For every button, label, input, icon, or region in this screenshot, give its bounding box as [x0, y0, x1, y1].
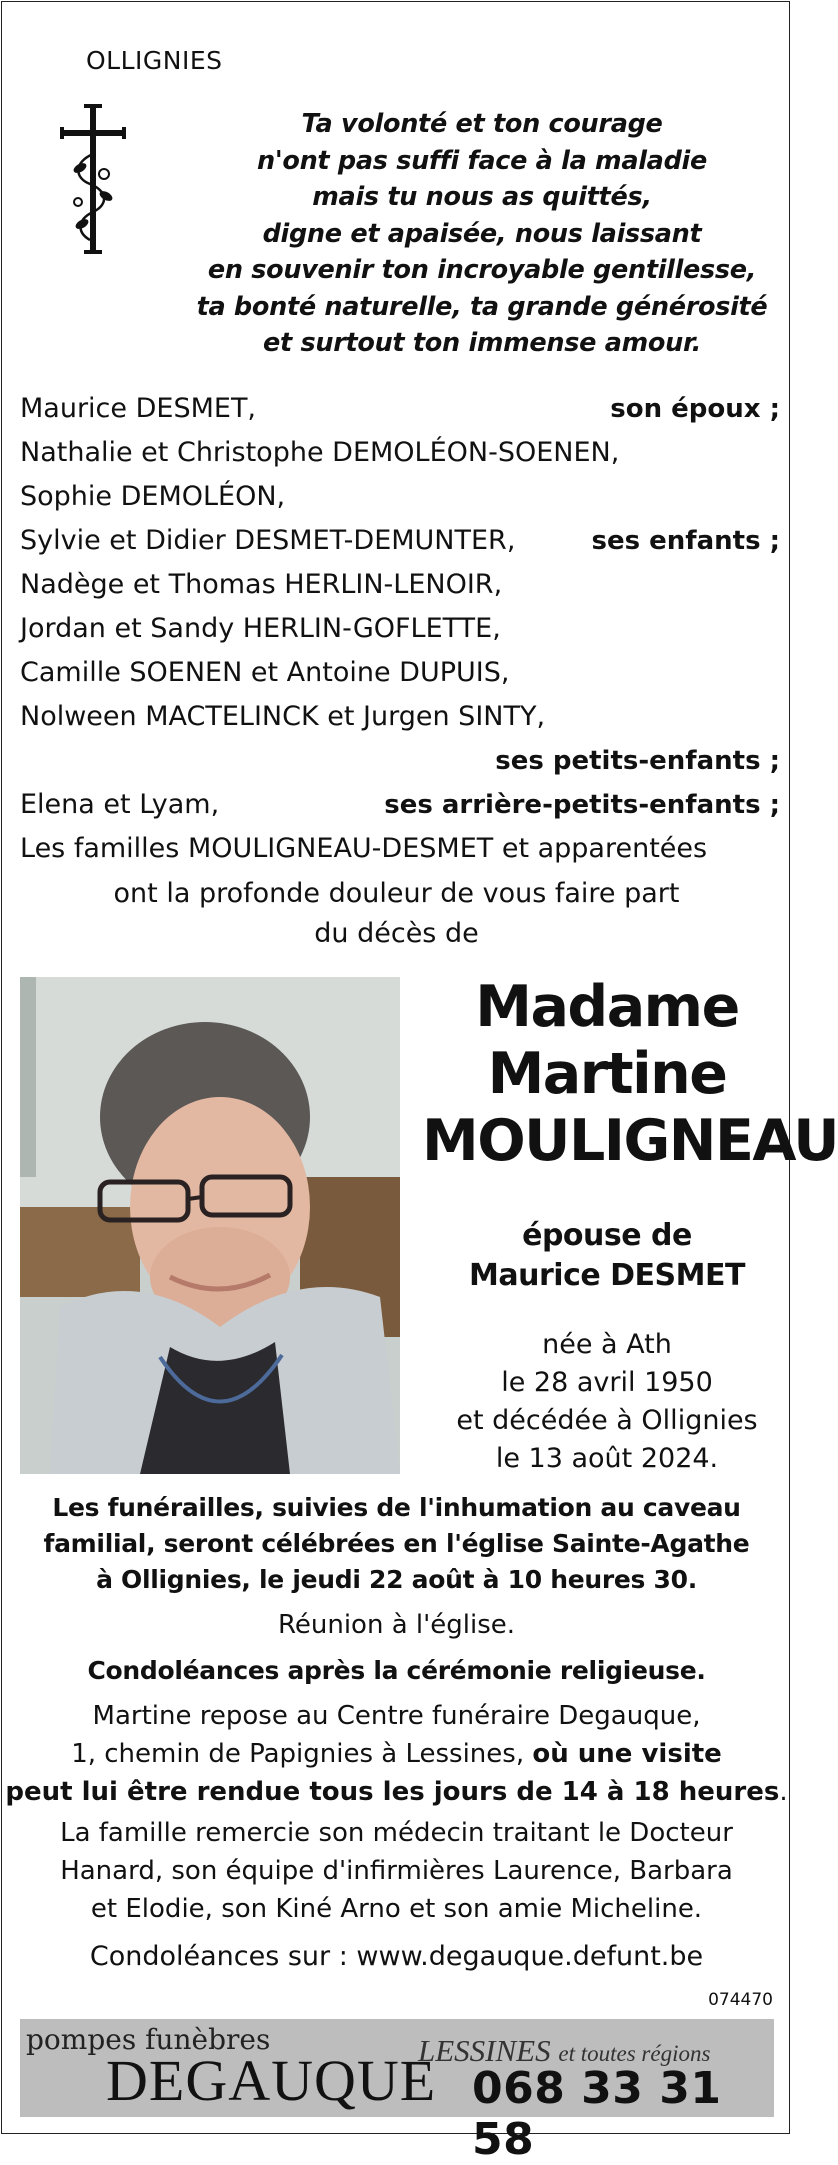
footer-region-sub: et toutes régions: [558, 2041, 711, 2066]
footer-region-main: LESSINES: [418, 2033, 551, 2068]
family-relation: ses arrière-petits-enfants ;: [384, 790, 780, 820]
obituary-notice: [1, 1, 838, 2165]
announcement-intro: [2, 874, 791, 954]
death-date: le 13 août 2024.: [495, 1443, 719, 1474]
deceased-last-name: MOULIGNEAU: [422, 1108, 838, 1174]
cross-icon: [60, 104, 126, 254]
spouse-info: [422, 1216, 792, 1296]
poem: [182, 106, 782, 362]
family-relation: ses petits-enfants ;: [495, 746, 780, 776]
death-place: et décédée à Ollignies: [456, 1405, 758, 1436]
repose-line: Martine repose au Centre funéraire Degauque,: [92, 1701, 701, 1731]
family-row: [20, 563, 780, 607]
poem-line: n'ont pas suffi face à la maladie: [257, 145, 707, 176]
poem-line: digne et apaisée, nous laissant: [262, 218, 702, 249]
thanks-line: et Elodie, son Kiné Arno et son amie Micheline.: [90, 1894, 703, 1924]
poem-line: mais tu nous as quittés,: [312, 182, 652, 212]
portrait-photo: [20, 977, 400, 1474]
funeral-home-banner: [20, 2019, 774, 2165]
intro-line: ont la profonde douleur de vous faire part: [113, 878, 680, 909]
repose-details: [2, 1697, 791, 1811]
reunion-note: Réunion à l'église.: [277, 1610, 516, 1640]
family-row: [20, 519, 780, 563]
spouse-name: Maurice DESMET: [469, 1258, 745, 1293]
family-row: [20, 607, 780, 651]
family-relation: son époux ;: [610, 394, 780, 424]
funeral-line: Les funérailles, suivies de l'inhumation au caveau: [52, 1493, 741, 1522]
poem-line: et surtout ton immense amour.: [263, 328, 701, 358]
family-name: Camille SOENEN et Antoine DUPUIS,: [20, 657, 510, 688]
deceased-first-name: Martine: [487, 1041, 727, 1107]
thanks-note: [2, 1814, 791, 1928]
reference-number: 074470: [708, 1990, 773, 2010]
family-row: [20, 431, 780, 475]
repose-line: [2, 1773, 791, 1811]
condolences-website: Condoléances sur : www.degauque.defunt.be: [89, 1941, 704, 1972]
birth-date: le 28 avril 1950: [501, 1367, 713, 1398]
repose-text: 1, chemin de Papignies à Lessines,: [71, 1739, 533, 1769]
family-row: [20, 475, 780, 519]
life-dates: [422, 1326, 792, 1478]
funeral-line: familial, seront célébrées en l'église Sainte-Agathe: [43, 1529, 750, 1558]
repose-visit: où une visite: [532, 1739, 722, 1769]
family-name: Nolween MACTELINCK et Jurgen SINTY,: [20, 701, 546, 732]
thanks-line: Hanard, son équipe d'infirmières Laurence, Barbara: [60, 1856, 733, 1886]
birth-place: née à Ath: [542, 1329, 672, 1360]
family-name: Nathalie et Christophe DEMOLÉON-SOENEN,: [20, 437, 620, 468]
footer-phone: 068 33 31 58: [472, 2063, 722, 2165]
poem-line: Ta volonté et ton courage: [301, 109, 663, 139]
funeral-line: à Ollignies, le jeudi 22 août à 10 heures 30.: [96, 1565, 697, 1594]
repose-end: .: [779, 1777, 788, 1807]
repose-hours: peut lui être rendue tous les jours de 14 à 18 heures: [5, 1777, 780, 1807]
spouse-label: épouse de: [522, 1218, 692, 1253]
family-name: Les familles MOULIGNEAU-DESMET et apparentées: [20, 833, 708, 864]
thanks-line: La famille remercie son médecin traitant le Docteur: [60, 1818, 733, 1848]
repose-line: [2, 1735, 791, 1773]
poem-line: ta bonté naturelle, ta grande générosité: [196, 291, 768, 322]
locality: OLLIGNIES: [86, 46, 223, 75]
family-relation: ses enfants ;: [591, 526, 780, 556]
family-row: [20, 783, 780, 827]
footer-brand-logo: DEGAUQUE: [106, 2048, 437, 2113]
family-row: [20, 739, 780, 783]
family-name: Sylvie et Didier DESMET-DEMUNTER,: [20, 525, 516, 556]
family-name: Sophie DEMOLÉON,: [20, 481, 286, 512]
intro-line: du décès de: [314, 918, 479, 949]
poem-line: en souvenir ton incroyable gentillesse,: [207, 255, 757, 285]
family-row: [20, 695, 780, 739]
footer-pompes: pompes funèbres: [26, 2023, 271, 2056]
deceased-name: [422, 974, 838, 1175]
family-name: Elena et Lyam,: [20, 789, 220, 820]
family-row: [20, 387, 780, 431]
family-row: [20, 651, 780, 695]
family-name: Maurice DESMET,: [20, 393, 257, 424]
condolences-note: Condoléances après la cérémonie religieuse.: [87, 1656, 706, 1685]
family-name: Jordan et Sandy HERLIN-GOFLETTE,: [20, 613, 501, 644]
deceased-title: Madame: [475, 974, 739, 1040]
family-name: Nadège et Thomas HERLIN-LENOIR,: [20, 569, 503, 600]
family-list: [20, 387, 780, 871]
funeral-details: [2, 1490, 791, 1598]
family-row: [20, 827, 780, 871]
